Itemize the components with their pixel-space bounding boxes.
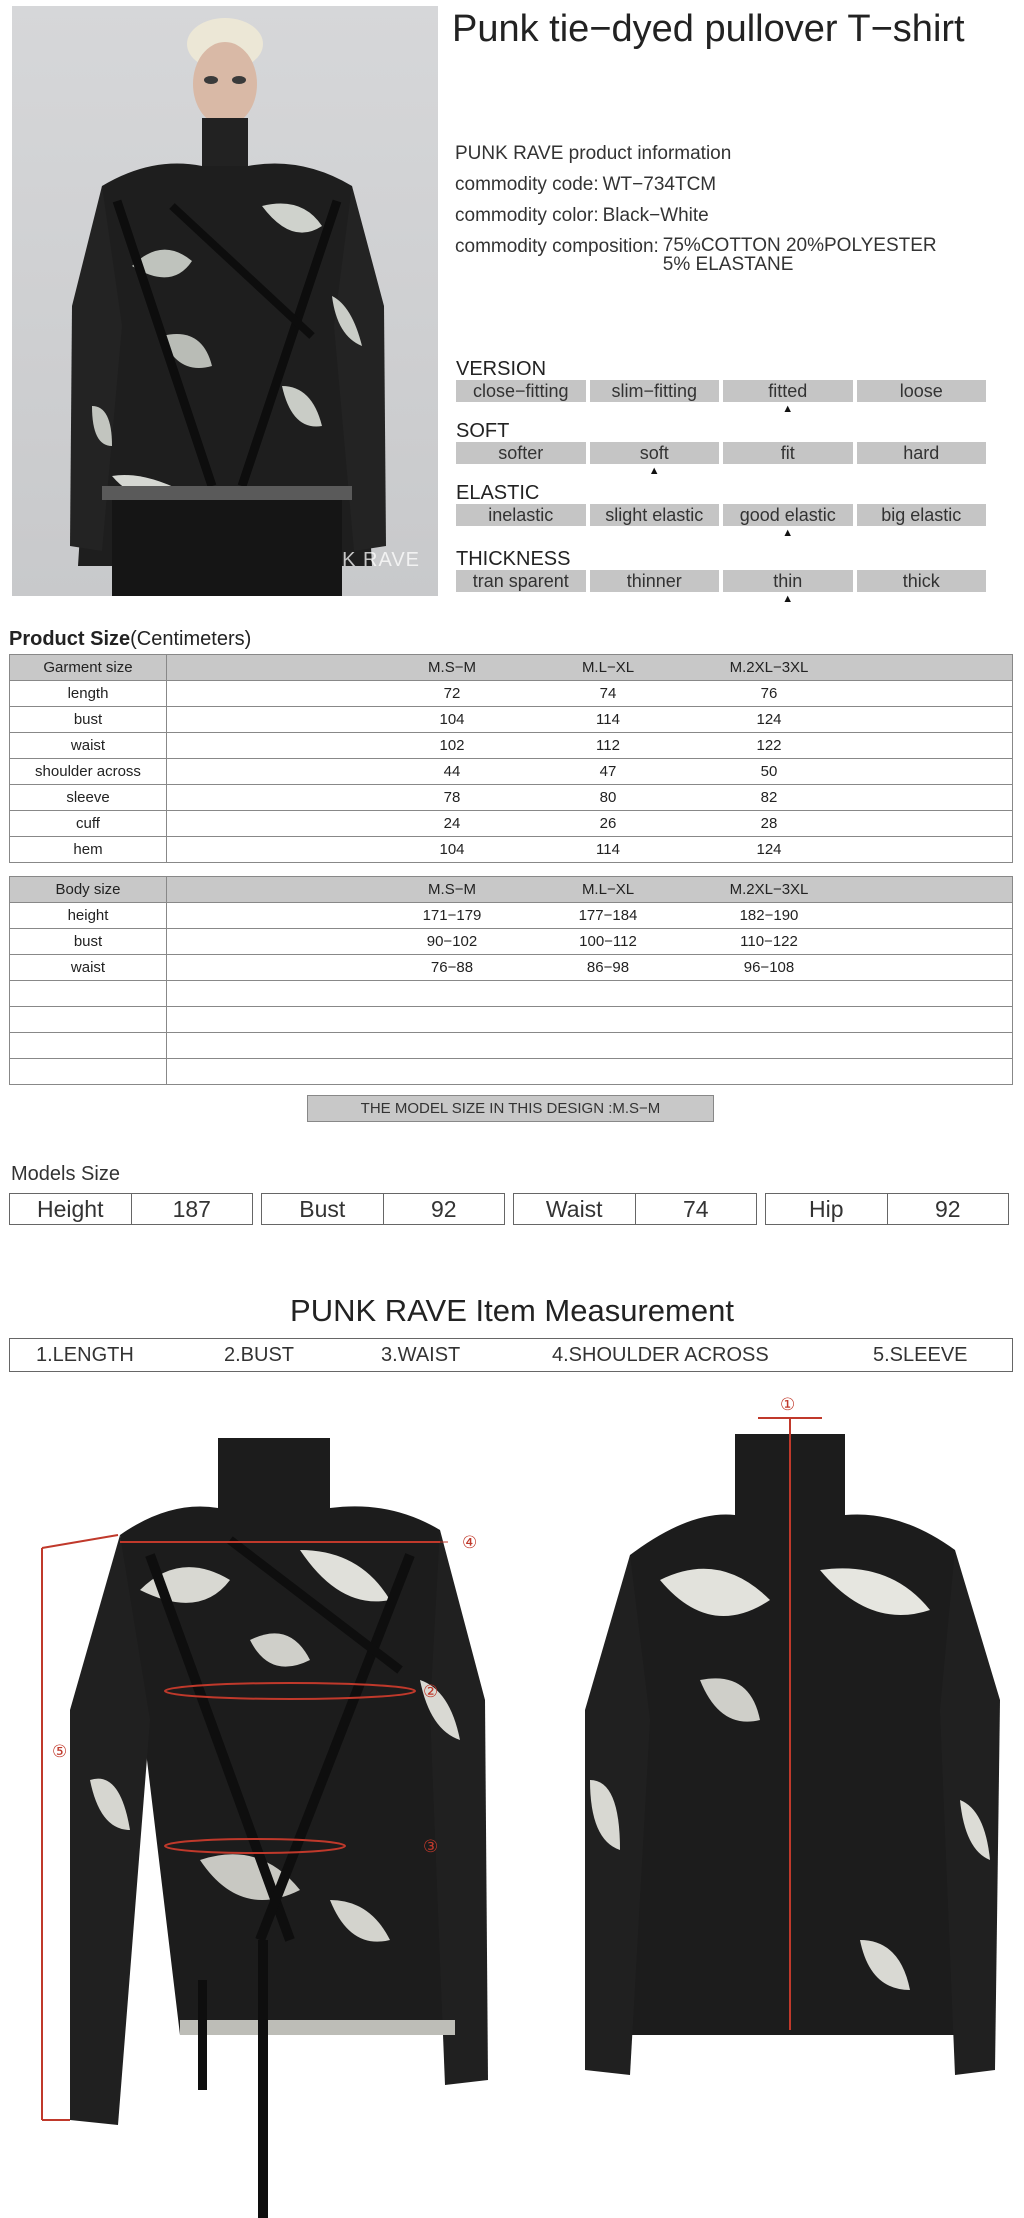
garment-size-table <box>9 654 1013 863</box>
row-label <box>10 1059 167 1085</box>
version-label: VERSION <box>456 358 547 380</box>
size-column-header: M.S−M <box>428 881 476 898</box>
thickness-option: tran sparent <box>456 570 586 592</box>
size-cell: 96−108 <box>743 959 795 976</box>
size-cell: 86−98 <box>586 959 630 976</box>
version-option: loose <box>857 380 987 402</box>
size-cell: 74 <box>599 685 617 702</box>
elastic-label: ELASTIC <box>456 482 540 504</box>
commodity-composition-label: commodity composition: <box>455 236 659 257</box>
size-cell: 102 <box>439 737 465 754</box>
row-label: bust <box>10 929 167 955</box>
shirt-back-illustration <box>585 1434 1000 2075</box>
table-header-row <box>10 655 1013 681</box>
model-size-note: THE MODEL SIZE IN THIS DESIGN :M.S−M <box>307 1095 714 1122</box>
size-cell: 104 <box>439 711 465 728</box>
commodity-code-label: commodity code: <box>455 174 599 195</box>
model-figure-illustration <box>12 6 438 596</box>
row-values <box>167 1033 1013 1059</box>
row-values <box>167 681 1013 707</box>
size-cell: 47 <box>599 763 617 780</box>
size-cell: 26 <box>599 815 617 832</box>
row-label: bust <box>10 707 167 733</box>
version-option: close−fitting <box>456 380 586 402</box>
row-values <box>167 811 1013 837</box>
commodity-composition-line1: 75%COTTON 20%POLYESTER <box>662 235 937 256</box>
table-row <box>10 733 1013 759</box>
table-row <box>10 1007 1013 1033</box>
table-row <box>10 981 1013 1007</box>
model-height-value: 187 <box>172 1196 211 1222</box>
body-size-table <box>9 876 1013 1085</box>
models-size-title: Models Size <box>11 1163 120 1185</box>
size-cell: 90−102 <box>426 933 478 950</box>
row-label <box>10 1033 167 1059</box>
model-hip-box <box>765 1193 1009 1225</box>
table-row <box>10 837 1013 863</box>
model-height-label: Height <box>10 1194 132 1224</box>
row-values <box>167 903 1013 929</box>
size-column-header: M.L−XL <box>581 659 635 676</box>
soft-scale <box>456 420 986 478</box>
elastic-option: slight elastic <box>590 504 720 526</box>
size-cell: 104 <box>439 841 465 858</box>
model-photo <box>12 6 438 596</box>
size-cell: 80 <box>599 789 617 806</box>
measurement-title: PUNK RAVE Item Measurement <box>290 1293 734 1328</box>
size-cell: 50 <box>760 763 778 780</box>
model-bust-value: 92 <box>430 1196 457 1222</box>
row-values <box>167 929 1013 955</box>
elastic-scale <box>456 482 986 540</box>
model-hip-value: 92 <box>934 1196 961 1222</box>
thickness-label: THICKNESS <box>456 548 571 570</box>
table-row <box>10 929 1013 955</box>
table-row <box>10 1059 1013 1085</box>
soft-marker-icon: ▲ <box>648 465 660 477</box>
size-cell: 110−122 <box>740 933 798 950</box>
row-label: cuff <box>10 811 167 837</box>
thickness-option: thinner <box>590 570 720 592</box>
size-cell: 76−88 <box>430 959 474 976</box>
table-header-label: Garment size <box>10 655 167 681</box>
model-height-box <box>9 1193 253 1225</box>
row-label: hem <box>10 837 167 863</box>
soft-option: fit <box>723 442 853 464</box>
table-row <box>10 759 1013 785</box>
elastic-marker-icon: ▲ <box>782 527 794 539</box>
measurement-length-label: 1.LENGTH <box>36 1344 134 1366</box>
commodity-color-value: Black−White <box>602 205 709 226</box>
thickness-marker-icon: ▲ <box>782 593 794 605</box>
row-label: sleeve <box>10 785 167 811</box>
elastic-option-selected: good elastic <box>723 504 853 526</box>
size-column-header: M.2XL−3XL <box>729 881 809 898</box>
size-cell: 122 <box>756 737 782 754</box>
size-cell: 28 <box>760 815 778 832</box>
size-cell: 78 <box>443 789 461 806</box>
table-row <box>10 903 1013 929</box>
shirt-measurement-diagram <box>0 1380 1024 2218</box>
product-title: Punk tie−dyed pullover T−shirt <box>452 8 965 50</box>
soft-option: hard <box>857 442 987 464</box>
row-values <box>167 733 1013 759</box>
table-row <box>10 955 1013 981</box>
table-header-row <box>10 877 1013 903</box>
row-values <box>167 877 1013 903</box>
size-cell: 112 <box>596 737 620 754</box>
product-size-title <box>9 628 251 651</box>
row-label <box>10 981 167 1007</box>
size-column-header: M.S−M <box>428 659 476 676</box>
brand-watermark: K RAVE <box>342 549 420 571</box>
product-size-title-bold: Product Size <box>9 628 131 650</box>
size-column-header: M.L−XL <box>581 881 635 898</box>
size-cell: 124 <box>756 711 782 728</box>
size-cell: 24 <box>443 815 461 832</box>
thickness-scale <box>456 548 986 606</box>
size-cell: 76 <box>760 685 778 702</box>
measurement-shoulder-label: 4.SHOULDER ACROSS <box>552 1344 769 1366</box>
size-cell: 100−112 <box>579 933 637 950</box>
info-heading: PUNK RAVE product information <box>455 143 732 164</box>
row-label: height <box>10 903 167 929</box>
measurement-sleeve-label: 5.SLEEVE <box>873 1344 968 1366</box>
row-values <box>167 707 1013 733</box>
row-label: waist <box>10 733 167 759</box>
version-option: slim−fitting <box>590 380 720 402</box>
row-values <box>167 759 1013 785</box>
thickness-option-selected: thin <box>723 570 853 592</box>
size-cell: 171−179 <box>422 907 482 924</box>
size-cell: 114 <box>596 711 620 728</box>
table-row <box>10 785 1013 811</box>
shirt-front-illustration <box>70 1438 488 2218</box>
elastic-option: inelastic <box>456 504 586 526</box>
size-cell: 82 <box>760 789 778 806</box>
row-values <box>167 655 1013 681</box>
soft-option-selected: soft <box>590 442 720 464</box>
marker-3-icon: ③ <box>423 1837 439 1857</box>
model-bust-label: Bust <box>262 1194 384 1224</box>
table-row <box>10 811 1013 837</box>
size-column-header: M.2XL−3XL <box>729 659 809 676</box>
size-cell: 182−190 <box>739 907 799 924</box>
measurement-waist-label: 3.WAIST <box>381 1344 461 1366</box>
version-option-selected: fitted <box>723 380 853 402</box>
commodity-composition-line2: 5% ELASTANE <box>662 254 794 275</box>
marker-2-icon: ② <box>423 1682 439 1702</box>
measurement-bust-label: 2.BUST <box>224 1344 295 1366</box>
model-bust-box <box>261 1193 505 1225</box>
models-size-row <box>9 1193 1009 1225</box>
model-waist-box <box>513 1193 757 1225</box>
row-values <box>167 785 1013 811</box>
table-header-label: Body size <box>10 877 167 903</box>
size-cell: 124 <box>756 841 782 858</box>
thickness-option: thick <box>857 570 987 592</box>
commodity-code-value: WT−734TCM <box>602 174 717 195</box>
row-values <box>167 955 1013 981</box>
model-waist-label: Waist <box>514 1194 636 1224</box>
commodity-color-label: commodity color: <box>455 205 599 226</box>
row-label <box>10 1007 167 1033</box>
marker-1-icon: ① <box>780 1395 796 1415</box>
model-waist-value: 74 <box>682 1196 709 1222</box>
soft-option: softer <box>456 442 586 464</box>
version-scale <box>456 358 986 416</box>
row-values <box>167 1059 1013 1085</box>
row-label: waist <box>10 955 167 981</box>
version-marker-icon: ▲ <box>782 403 794 415</box>
row-values <box>167 981 1013 1007</box>
row-values <box>167 837 1013 863</box>
marker-4-icon: ④ <box>462 1533 478 1553</box>
product-size-title-unit: (Centimeters) <box>130 628 252 650</box>
soft-label: SOFT <box>456 420 510 442</box>
size-cell: 72 <box>443 685 461 702</box>
table-row <box>10 1033 1013 1059</box>
size-cell: 114 <box>596 841 620 858</box>
row-label: length <box>10 681 167 707</box>
table-row <box>10 707 1013 733</box>
model-hip-label: Hip <box>766 1194 888 1224</box>
elastic-option: big elastic <box>857 504 987 526</box>
product-information <box>455 143 937 275</box>
table-row <box>10 681 1013 707</box>
row-label: shoulder across <box>10 759 167 785</box>
row-values <box>167 1007 1013 1033</box>
size-cell: 44 <box>443 763 461 780</box>
measurement-legend-bar <box>9 1338 1013 1372</box>
marker-5-icon: ⑤ <box>52 1742 68 1762</box>
size-cell: 177−184 <box>578 907 638 924</box>
